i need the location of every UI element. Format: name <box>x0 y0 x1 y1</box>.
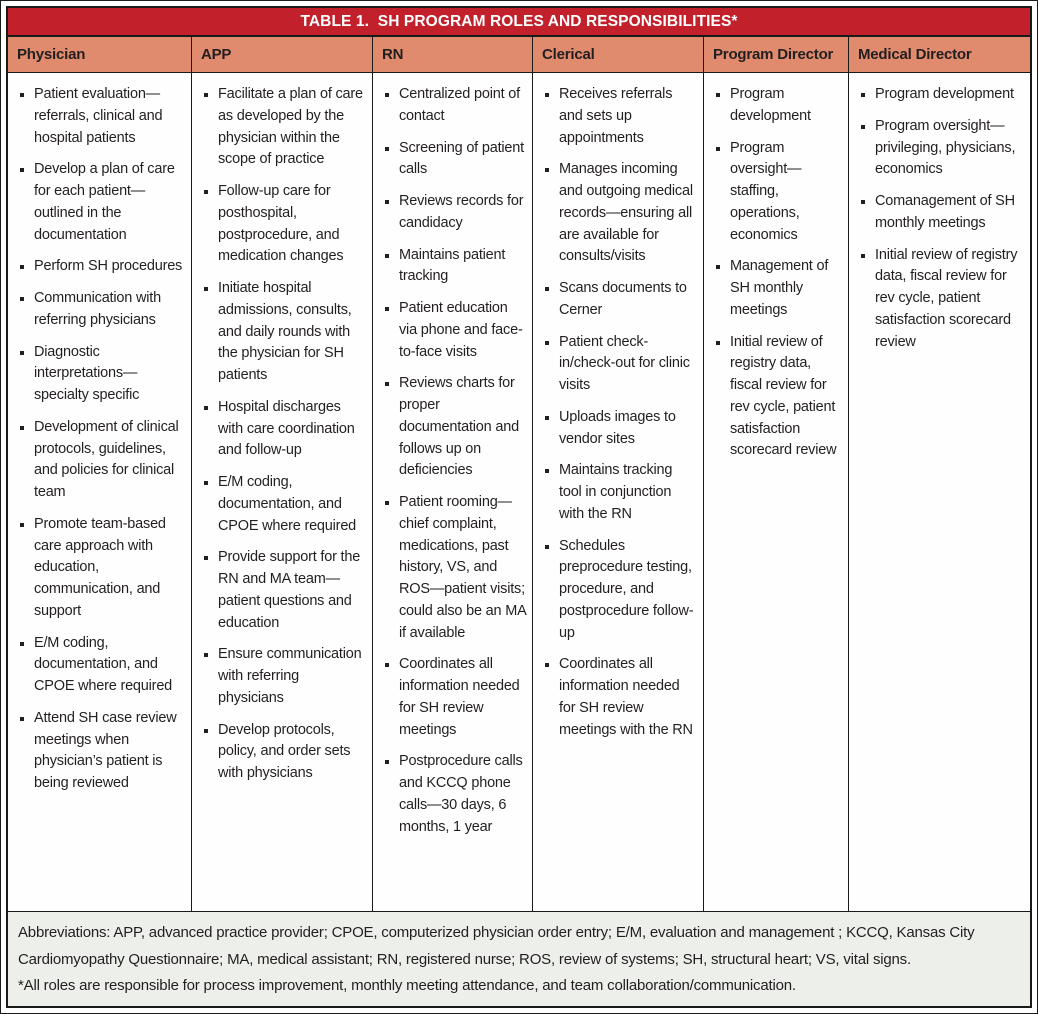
bullet-item: Patient rooming—chief complaint, medications, past history, VS, and ROS—patient visits; could also be an MA if available <box>382 492 527 644</box>
bullet-item: Schedules preprocedure testing, procedure, and postprocedure follow-up <box>542 536 698 645</box>
bullet-item: Reviews records for candidacy <box>382 191 527 235</box>
bullet-item: Ensure communication with referring physicians <box>201 644 367 709</box>
bullet-item: Maintains patient tracking <box>382 245 527 289</box>
bullet-item: Manages incoming and outgoing medical records—ensuring all are available for consults/visits <box>542 159 698 268</box>
bullet-item: Program development <box>713 84 843 128</box>
column-header-medical-director: Medical Director <box>858 46 972 63</box>
bullet-item: Program development <box>858 84 1025 106</box>
bullet-item: Patient evaluation—referrals, clinical and hospital patients <box>17 84 186 149</box>
role-list-rn <box>382 84 527 838</box>
bullet-item: Hospital discharges with care coordination and follow-up <box>201 397 367 462</box>
bullet-item: Program oversight—privileging, physicians, economics <box>858 116 1025 181</box>
bullet-item: Maintains tracking tool in conjunction with the RN <box>542 460 698 525</box>
table-header-row <box>8 37 1030 73</box>
column-cell-physician <box>8 73 192 911</box>
bullet-item: Receives referrals and sets up appointments <box>542 84 698 149</box>
bullet-item: Follow-up care for posthospital, postprocedure, and medication changes <box>201 181 367 268</box>
role-list-physician <box>17 84 186 795</box>
bullet-item: Patient check-in/check-out for clinic visits <box>542 332 698 397</box>
column-cell-medical-director <box>849 73 1030 911</box>
role-list-medical-director <box>858 84 1025 353</box>
role-list-app <box>201 84 367 785</box>
bullet-item: Initial review of registry data, fiscal review for rev cycle, patient satisfaction scorecard review <box>713 332 843 463</box>
column-cell-program-director <box>704 73 849 911</box>
sh-program-roles-table <box>6 6 1032 1008</box>
bullet-item: Comanagement of SH monthly meetings <box>858 191 1025 235</box>
bullet-item: Provide support for the RN and MA team—patient questions and education <box>201 547 367 634</box>
bullet-item: E/M coding, documentation, and CPOE where required <box>201 472 367 537</box>
bullet-item: Initiate hospital admissions, consults, and daily rounds with the physician for SH patients <box>201 278 367 387</box>
bullet-item: Management of SH monthly meetings <box>713 256 843 321</box>
bullet-item: Development of clinical protocols, guidelines, and policies for clinical team <box>17 417 186 504</box>
bullet-item: Perform SH procedures <box>17 256 186 278</box>
bullet-item: Develop a plan of care for each patient—outlined in the documentation <box>17 159 186 246</box>
bullet-item: Coordinates all information needed for SH review meetings <box>382 654 527 741</box>
bullet-item: Postprocedure calls and KCCQ phone calls—30 days, 6 months, 1 year <box>382 751 527 838</box>
bullet-item: Initial review of registry data, fiscal review for rev cycle, patient satisfaction scorecard review <box>858 245 1025 354</box>
column-header-physician: Physician <box>8 37 192 72</box>
role-list-program-director <box>713 84 843 462</box>
bullet-item: Develop protocols, policy, and order sets with physicians <box>201 720 367 785</box>
bullet-item: Facilitate a plan of care as developed by the physician within the scope of practice <box>201 84 367 171</box>
bullet-item: Patient education via phone and face-to-face visits <box>382 298 527 363</box>
column-header-rn: RN <box>373 37 533 72</box>
column-header-app: APP <box>192 37 373 72</box>
column-cell-rn <box>373 73 533 911</box>
bullet-item: Reviews charts for proper documentation and follows up on deficiencies <box>382 373 527 482</box>
column-header-clerical: Clerical <box>533 37 704 72</box>
bullet-item: Promote team-based care approach with education, communication, and support <box>17 514 186 623</box>
bullet-item: Coordinates all information needed for SH review meetings with the RN <box>542 654 698 741</box>
column-cell-app <box>192 73 373 911</box>
bullet-item: Scans documents to Cerner <box>542 278 698 322</box>
bullet-item: Attend SH case review meetings when physician’s patient is being reviewed <box>17 708 186 795</box>
roles-footnote: *All roles are responsible for process improvement, monthly meeting attendance, and team collaboration/communication. <box>18 976 796 994</box>
table-footnotes <box>8 911 1030 1006</box>
bullet-item: Centralized point of contact <box>382 84 527 128</box>
bullet-item: Program oversight—staffing, operations, economics <box>713 138 843 247</box>
column-header-program-director: Program Director <box>704 37 849 72</box>
bullet-item: E/M coding, documentation, and CPOE where required <box>17 633 186 698</box>
table-title: TABLE 1. SH PROGRAM ROLES AND RESPONSIBILITIES* <box>8 8 1030 37</box>
bullet-item: Communication with referring physicians <box>17 288 186 332</box>
table-body-row <box>8 73 1030 911</box>
bullet-item: Screening of patient calls <box>382 138 527 182</box>
bullet-item: Uploads images to vendor sites <box>542 407 698 451</box>
bullet-item: Diagnostic interpretations—specialty specific <box>17 342 186 407</box>
role-list-clerical <box>542 84 698 741</box>
column-cell-clerical <box>533 73 704 911</box>
abbreviations-note: Abbreviations: APP, advanced practice provider; CPOE, computerized physician order entry; E/M, evaluation and management ; KCCQ, Kansas City Cardiomyopathy Questionnaire; MA, medical assistant; RN, registered nurse; ROS, review of systems; SH, structural heart; VS, vital signs. <box>18 924 975 968</box>
